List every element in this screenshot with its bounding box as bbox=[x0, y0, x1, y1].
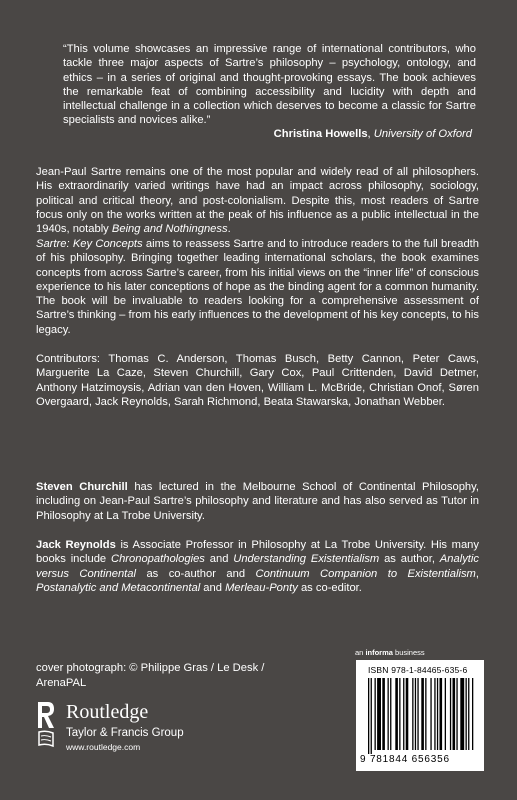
editor-2-bio-a: is Associate Professor in Philosophy at La Trobe University. His many books include bbox=[36, 539, 479, 566]
editor-2-bio-e: , bbox=[475, 567, 479, 580]
informa-suffix: business bbox=[392, 648, 425, 657]
p1-text: Jean-Paul Sartre remains one of the most popular and widely read of all philosophers. His extraordinarily varied writings have had an impact across philosophy, sociology, political and critical theory, and post-colonialism. Despite this, most readers of Sartre focus only on the works written at the peak of his influence as a public intellectual in the 1940s, notably bbox=[36, 166, 479, 236]
barcode-bar bbox=[403, 678, 404, 750]
publisher-group: Taylor & Francis Group bbox=[66, 727, 184, 739]
barcode-bar bbox=[395, 678, 398, 750]
barcode-bar bbox=[412, 678, 413, 750]
publisher-block bbox=[36, 700, 266, 770]
barcode-bar bbox=[453, 678, 456, 750]
barcode-bar bbox=[368, 678, 369, 754]
barcode-bar bbox=[388, 678, 389, 750]
editor-2-title-2: Understanding Existentialism bbox=[233, 553, 380, 566]
editor-2-bio-f: and bbox=[200, 581, 226, 594]
barcode-bar bbox=[460, 678, 464, 750]
barcode-bar bbox=[421, 678, 424, 750]
barcode-digits: 9 781844 656356 bbox=[360, 754, 450, 765]
cover-photo-credit bbox=[36, 661, 266, 690]
p2-book-title: Sartre: Key Concepts bbox=[36, 238, 143, 250]
quote-attribution: Christina Howells, University of Oxford bbox=[273, 128, 472, 140]
barcode-bar bbox=[371, 678, 372, 754]
p2-text: aims to reassess Sartre and to introduce readers to the full breadth of his philosophy. Bringing together leading international scholars, the book examines concepts from across Sartre’s career, from his initial views on the “inner life” of conscious experience to his later conceptions of hope as the binding agent for a common humanity. The book will be invaluable to readers looking for a comprehensive assessment of Sartre’s thinking – from his early influences to the development of his key concepts, to his legacy. bbox=[36, 238, 479, 336]
barcode-bar bbox=[406, 678, 409, 750]
editor-2-title-4: Continuum Companion to Existentialism bbox=[255, 567, 476, 580]
p1-book-title: Being and Nothingness bbox=[111, 223, 228, 236]
informa-prefix: an bbox=[355, 648, 366, 657]
editor-2-bio-c: as author, bbox=[379, 553, 440, 566]
barcode-bar bbox=[437, 678, 438, 750]
barcode-bar bbox=[390, 678, 391, 750]
editor-2-name: Jack Reynolds bbox=[36, 539, 116, 551]
editor-2-title-6: Merleau-Ponty bbox=[225, 581, 298, 594]
barcode-bar bbox=[450, 678, 451, 750]
barcode-bar bbox=[468, 678, 469, 750]
barcode-bar bbox=[445, 678, 446, 750]
barcode-bar bbox=[466, 678, 467, 750]
description-paragraph-1 bbox=[36, 165, 479, 236]
credit-line-1: cover photograph: © Philippe Gras / Le Desk / bbox=[36, 662, 265, 674]
quote-text: “This volume showcases an impressive range of international contributors, who tackle three major aspects of Sartre’s philosophy – psychology, ontology, and ethics – in a series of original and thought-provoking essays. The book achieves the remarkable feat of combining accessibility and lucidity with depth and intellectual challenge in a collection which deserves to become a classic for Sartre specialists and novices alike.” bbox=[63, 43, 476, 127]
barcode-bar bbox=[434, 678, 435, 750]
editor-2-title-5: Postanalytic and Metacontinental bbox=[36, 581, 201, 594]
barcode-bar bbox=[456, 678, 457, 750]
informa-brand: informa bbox=[365, 648, 393, 657]
contributors-text: Contributors: Thomas C. Anderson, Thomas Busch, Betty Cannon, Peter Caws, Marguerite La Caze, Steven Churchill, Gary Cox, Paul Crittenden, David Detmer, Anthony Hatzimoysis, Adrian van den Hoven, William L. McBride, Christian Onof, Søren Overgaard, Jack Reynolds, Sarah Richmond, Beata Stawarska, Jonathan Webber. bbox=[36, 353, 479, 408]
barcode-bars bbox=[362, 676, 478, 756]
informa-tagline bbox=[355, 648, 425, 657]
credit-line-2: ArenaPAL bbox=[36, 676, 87, 689]
endorsement-quote bbox=[63, 42, 476, 128]
p1-end: . bbox=[227, 223, 231, 236]
description-paragraph-2 bbox=[36, 237, 479, 337]
editor-bio-reynolds bbox=[36, 538, 479, 595]
barcode-bar bbox=[382, 678, 385, 750]
barcode-bar bbox=[375, 678, 376, 750]
editor-2-title-1: Chronopathologies bbox=[110, 553, 205, 566]
publisher-name: Routledge bbox=[66, 701, 149, 723]
editor-1-bio: has lectured in the Melbourne School of Continental Philosophy, including on Jean-Paul Sartre’s philosophy and literature and has also served as Tutor in Philosophy at La Trobe University. bbox=[36, 481, 480, 522]
barcode-bar bbox=[440, 678, 443, 750]
barcode-bar bbox=[399, 678, 400, 750]
barcode-bar bbox=[415, 678, 416, 750]
routledge-logo-icon bbox=[36, 700, 56, 750]
isbn-label: ISBN 978-1-84465-635-6 bbox=[368, 665, 468, 675]
editor-1-name: Steven Churchill bbox=[36, 481, 128, 493]
quote-author: Christina Howells bbox=[273, 128, 368, 140]
isbn-barcode bbox=[356, 660, 484, 771]
editor-2-bio-b: and bbox=[204, 553, 234, 566]
editor-bio-churchill bbox=[36, 480, 479, 523]
barcode-bar bbox=[430, 678, 431, 750]
barcode-bar bbox=[377, 678, 381, 750]
barcode-bar bbox=[417, 678, 418, 750]
barcode-bar bbox=[425, 678, 426, 750]
editor-2-bio-g: as co-editor. bbox=[297, 581, 362, 594]
quote-affiliation: University of Oxford bbox=[373, 128, 472, 140]
editor-2-title-3: Analytic versus Continental bbox=[36, 553, 479, 580]
editor-2-bio-d: as co-author and bbox=[136, 567, 256, 580]
publisher-url: www.routledge.com bbox=[66, 742, 141, 752]
barcode-bar bbox=[472, 678, 473, 750]
contributors-list bbox=[36, 352, 479, 409]
